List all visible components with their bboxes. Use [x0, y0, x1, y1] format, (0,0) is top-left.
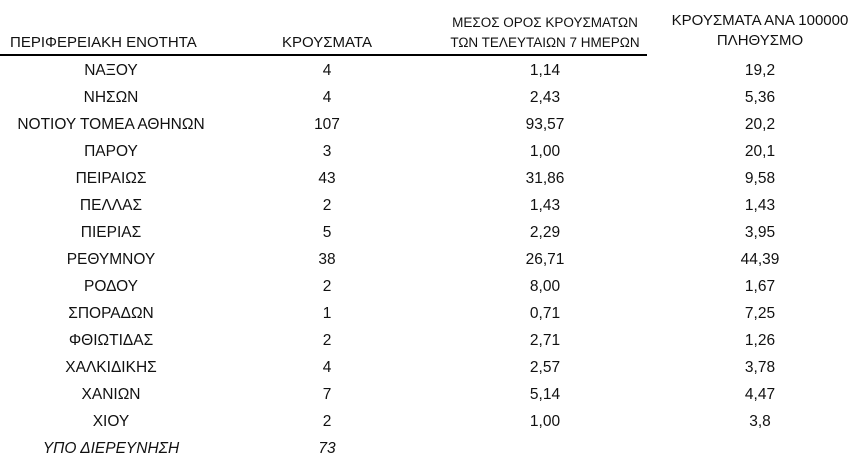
average-cell: 1,00 [529, 143, 561, 160]
header-average-line-2: ΤΩΝ ΤΕΛΕΥΤΑΙΩΝ 7 ΗΜΕΡΩΝ [450, 35, 640, 50]
average-cell: 2,29 [529, 224, 561, 241]
per-100000-cell: 19,2 [744, 62, 776, 79]
under-investigation-row [0, 436, 868, 463]
cases-cell: 43 [318, 170, 336, 187]
region-cell: ΠΕΛΛΑΣ [79, 197, 143, 214]
cases-cell: 5 [322, 224, 332, 241]
header-underline [0, 54, 647, 56]
table-row [0, 139, 868, 166]
region-cell: ΧΑΝΙΩΝ [81, 386, 141, 403]
header-cases: ΚΡΟΥΣΜΑΤΑ [282, 34, 372, 51]
per-100000-cell: 20,1 [744, 143, 776, 160]
average-cell: 2,57 [529, 359, 561, 376]
average-cell: 0,71 [529, 305, 561, 322]
per-100000-cell: 44,39 [740, 251, 780, 268]
per-100000-cell: 20,2 [744, 116, 776, 133]
region-cell: ΠΑΡΟΥ [84, 143, 138, 160]
region-cell: ΡΟΔΟΥ [84, 278, 138, 295]
average-cell: 93,57 [525, 116, 565, 133]
per-100000-cell: 3,95 [744, 224, 776, 241]
table-row [0, 409, 868, 436]
region-cell: ΠΙΕΡΙΑΣ [80, 224, 142, 241]
header-per-100000 [652, 11, 868, 51]
table-row [0, 166, 868, 193]
region-cell: ΧΑΛΚΙΔΙΚΗΣ [65, 359, 157, 376]
average-cell: 31,86 [525, 170, 565, 187]
per-100000-cell: 5,36 [744, 89, 776, 106]
cases-cell: 107 [314, 116, 340, 133]
header-average-line-1: ΜΕΣΟΣ ΟΡΟΣ ΚΡΟΥΣΜΑΤΩΝ [452, 15, 638, 30]
cases-cell: 4 [322, 62, 332, 79]
table-row [0, 355, 868, 382]
table-row [0, 112, 868, 139]
table-row [0, 382, 868, 409]
table-row [0, 220, 868, 247]
region-cell: ΡΕΘΥΜΝΟΥ [66, 251, 156, 268]
cases-cell: 3 [322, 143, 332, 160]
region-cell: ΝΗΣΩΝ [83, 89, 139, 106]
average-cell: 5,14 [529, 386, 561, 403]
table-row [0, 58, 868, 85]
cases-cell: 2 [322, 413, 332, 430]
per-100000-cell: 4,47 [744, 386, 776, 403]
under-investigation-label: ΥΠΟ ΔΙΕΡΕΥΝΗΣΗ [42, 440, 180, 457]
header-region: ΠΕΡΙΦΕΡΕΙΑΚΗ ΕΝΟΤΗΤΑ [10, 34, 197, 51]
average-cell: 2,71 [529, 332, 561, 349]
header-average-7-days [442, 13, 648, 53]
region-cell: ΝΟΤΙΟΥ ΤΟΜΕΑ ΑΘΗΝΩΝ [17, 116, 205, 133]
region-cell: ΦΘΙΩΤΙΔΑΣ [68, 332, 154, 349]
cases-cell: 1 [322, 305, 332, 322]
average-cell: 2,43 [529, 89, 561, 106]
cases-cell: 2 [322, 278, 332, 295]
average-cell: 1,14 [529, 62, 561, 79]
per-100000-cell: 9,58 [744, 170, 776, 187]
per-100000-cell: 7,25 [744, 305, 776, 322]
per-100000-cell: 3,78 [744, 359, 776, 376]
region-cell: ΧΙΟΥ [92, 413, 130, 430]
table-row [0, 85, 868, 112]
average-cell: 1,43 [529, 197, 561, 214]
per-100000-cell: 1,26 [744, 332, 776, 349]
table-row [0, 274, 868, 301]
region-cell: ΠΕΙΡΑΙΩΣ [75, 170, 147, 187]
header-per-line-2: ΠΛΗΘΥΣΜΟ [716, 32, 804, 49]
cases-cell: 2 [322, 197, 332, 214]
region-cell: ΣΠΟΡΑΔΩΝ [68, 305, 154, 322]
average-cell: 1,00 [529, 413, 561, 430]
cases-cell: 4 [322, 359, 332, 376]
per-100000-cell: 3,8 [749, 413, 771, 430]
per-100000-cell: 1,67 [744, 278, 776, 295]
table-row [0, 328, 868, 355]
region-cell: ΝΑΞΟΥ [84, 62, 138, 79]
average-cell: 8,00 [529, 278, 561, 295]
cases-cell: 4 [322, 89, 332, 106]
cases-cell: 38 [318, 251, 336, 268]
under-investigation-cases: 73 [318, 440, 336, 457]
table-row [0, 247, 868, 274]
table-row [0, 193, 868, 220]
cases-cell: 7 [322, 386, 332, 403]
cases-cell: 2 [322, 332, 332, 349]
average-cell: 26,71 [525, 251, 565, 268]
table-body [0, 58, 868, 463]
table-row [0, 301, 868, 328]
header-per-line-1: ΚΡΟΥΣΜΑΤΑ ΑΝΑ 100000 [671, 12, 849, 29]
per-100000-cell: 1,43 [744, 197, 776, 214]
